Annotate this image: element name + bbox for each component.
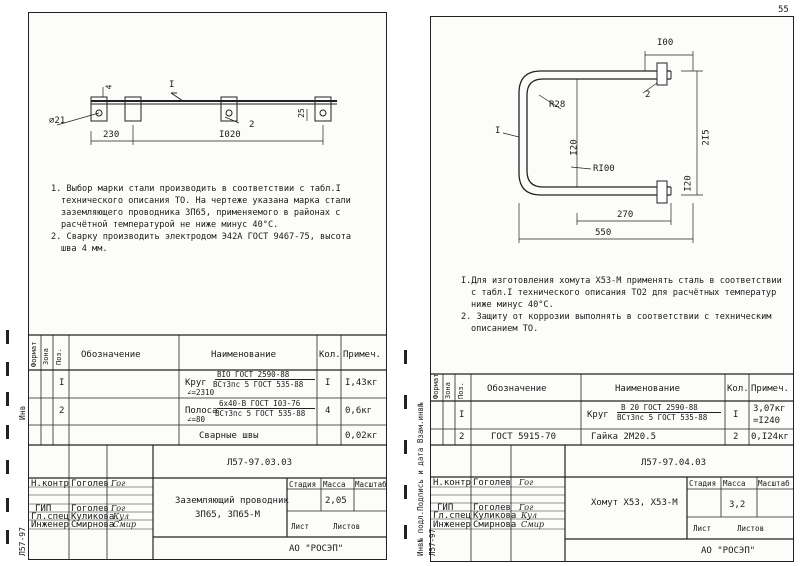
role-glspec: Гл.спец — [433, 511, 471, 521]
row1-frac-bot: ВСт3пс 5 ГОСТ 535-88 — [617, 413, 708, 422]
row2-pos: 2 — [59, 406, 65, 416]
header-pos: Поз. — [55, 348, 63, 365]
role-gip: ГИП — [437, 503, 454, 513]
row1-qty: I — [325, 378, 331, 388]
scale-label: Масштаб — [758, 479, 790, 488]
header-format: Формат — [432, 373, 440, 399]
header-qty: Кол. — [727, 384, 749, 394]
name-engineer: Смирнова — [473, 520, 517, 530]
mass-value: 3,2 — [729, 500, 746, 510]
binder-mark — [6, 362, 9, 376]
row1-name: Круг — [185, 378, 207, 388]
row1-frac-bot: ВСт3пс 5 ГОСТ 535-88 — [213, 380, 304, 389]
row1-qty: I — [733, 410, 739, 420]
row3-note: 0,02кг — [345, 431, 378, 441]
row1-frac-top: B 20 ГОСТ 2590-88 — [621, 403, 698, 412]
right-drawing-sheet — [430, 16, 794, 562]
note-line: расчётной температурой не ниже минус 40°С. — [61, 220, 279, 230]
row2-note: 0,6кг — [345, 406, 373, 416]
role-nkontr: Н.контр — [31, 479, 69, 489]
row2-name: Полоса — [185, 406, 218, 416]
role-nkontr: Н.контр — [433, 478, 471, 488]
signature: Гог — [111, 504, 126, 513]
dim-230: 230 — [103, 130, 120, 140]
doc-number: Л57-97.03.03 — [227, 458, 293, 468]
note-line: шва 4 мм. — [61, 244, 108, 254]
notes-block — [51, 183, 351, 255]
side-code: Л57-97 — [18, 527, 27, 556]
sheet-label: Лист — [291, 522, 310, 531]
signature: Кул — [521, 511, 537, 520]
name-glspec: Куликова — [473, 511, 517, 521]
header-zone: Зона — [42, 348, 50, 365]
binder-mark — [404, 485, 407, 499]
dim-550: 550 — [595, 228, 612, 238]
name-engineer: Смирнова — [71, 520, 115, 530]
role-engineer: Инженер — [31, 520, 69, 530]
signature: Гог — [519, 503, 534, 512]
note-line: I.Для изготовления хомута Х53-М применять сталь в соответствии — [461, 276, 782, 286]
title-line-1: Заземляющий проводник — [175, 496, 289, 506]
note-line: 1. Выбор марки стали производить в соответствии с табл.I — [51, 184, 341, 194]
role-gip: ГИП — [35, 504, 52, 514]
part-label: I — [169, 80, 175, 90]
dim-215: 2I5 — [701, 129, 712, 146]
side-inv: Инв — [18, 405, 27, 420]
side-code: Л57-97 — [428, 528, 437, 556]
mass-label: Масса — [723, 479, 746, 488]
name-nkontr: Гоголев — [473, 478, 511, 488]
sheet-label: Лист — [693, 524, 712, 533]
role-engineer: Инженер — [433, 520, 471, 530]
signature: Гог — [519, 478, 534, 487]
row1-pos: I — [459, 410, 465, 420]
binder-mark — [6, 425, 9, 439]
signature: Кул — [113, 512, 129, 521]
name-glspec: Куликова — [71, 512, 115, 522]
header-zone: Зона — [444, 382, 452, 399]
dim-21: ⌀21 — [49, 116, 66, 126]
name-nkontr: Гоголев — [71, 479, 109, 489]
signature: Смир — [521, 520, 545, 529]
notes-block — [461, 275, 782, 335]
name-gip: Гоголев — [71, 504, 109, 514]
binder-mark — [404, 440, 407, 454]
binder-mark — [404, 525, 407, 539]
binder-mark — [404, 395, 407, 409]
dim-1020: I020 — [219, 130, 241, 140]
dim-120-right: I20 — [683, 175, 694, 192]
mass-value: 2,05 — [325, 496, 347, 506]
dim-25: 25 — [296, 108, 306, 118]
row1-note: 3,07кг — [753, 404, 786, 414]
header-note: Примеч. — [751, 384, 789, 394]
header-pos: Поз. — [457, 382, 465, 399]
binder-mark — [6, 460, 9, 474]
left-drawing-sheet — [28, 12, 387, 560]
note-line: 2. Защиту от коррозии выполнять в соответствии с техническим — [461, 312, 772, 322]
note-line: технического описания ТО. На чертеже указана марка стали — [61, 196, 351, 206]
name-gip: Гоголев — [473, 503, 511, 513]
row2-frac-top: 6х40-В ГОСТ I03-76 — [219, 399, 301, 408]
row3-name: Сварные швы — [199, 431, 259, 441]
binder-mark — [404, 350, 407, 364]
row2-length: ∠=80 — [187, 415, 206, 424]
binder-mark — [6, 330, 9, 344]
note-line: с табл.I технического описания ТО2 для расчётных температур — [471, 288, 777, 298]
scale-label: Масштаб — [355, 480, 387, 489]
row2-frac-bot: ВСт3пс 5 ГОСТ 535-88 — [215, 409, 306, 418]
row2-name: Гайка 2М20.5 — [591, 432, 657, 442]
binder-mark — [6, 530, 9, 544]
row2-pos: 2 — [459, 432, 465, 442]
row1-name: Круг — [587, 410, 609, 420]
role-glspec: Гл.спец — [31, 512, 69, 522]
signature: Гог — [111, 479, 126, 488]
note-line: ниже минус 40°С. — [471, 300, 554, 310]
dim-100: I00 — [657, 38, 674, 48]
row2-note: 0,I24кг — [751, 432, 789, 442]
pos-2-label: 2 — [249, 120, 255, 130]
row1-length: ∠=2310 — [187, 388, 215, 397]
radius-28: R28 — [549, 100, 566, 110]
note-line: заземляющего проводника ЗП65, применяемого в районах с — [61, 208, 341, 218]
stage-label: Стадия — [689, 479, 717, 488]
row2-qty: 4 — [325, 406, 331, 416]
binder-mark — [6, 392, 9, 406]
organization: АО "РОСЭП" — [701, 546, 756, 556]
stage-label: Стадия — [289, 480, 317, 489]
header-designation: Обозначение — [487, 384, 547, 394]
header-name: Наименование — [211, 350, 277, 360]
row1-frac-top: BIO ГОСТ 2590-88 — [217, 370, 290, 379]
dim-4: 4 — [104, 84, 114, 90]
dim-270: 270 — [617, 210, 634, 220]
binder-mark — [6, 498, 9, 512]
part-label: I — [495, 126, 501, 136]
side-stamp-labels: Инв№ подл.Подпись и дата Взам.инв№ — [416, 402, 425, 556]
row1-note: I,43кг — [345, 378, 378, 388]
row1-pos: I — [59, 378, 65, 388]
doc-number: Л57-97.04.03 — [641, 458, 707, 468]
pos-2-label: 2 — [645, 90, 651, 100]
header-designation: Обозначение — [81, 350, 141, 360]
row1-note2: =I240 — [753, 416, 781, 426]
title-line-2: ЗП65, ЗП65-М — [195, 510, 261, 520]
dim-120-left: I20 — [569, 139, 580, 156]
organization: АО "РОСЭП" — [289, 544, 344, 554]
header-note: Примеч. — [343, 350, 381, 360]
left-technical-drawing — [29, 13, 386, 559]
page-number: 55 — [778, 5, 789, 15]
title-line-1: Хомут Х53, Х53-М — [591, 498, 678, 508]
row2-qty: 2 — [733, 432, 739, 442]
row2-designation: ГОСТ 5915-70 — [491, 432, 557, 442]
sheets-label: Листов — [333, 522, 361, 531]
sheets-label: Листов — [737, 524, 765, 533]
header-format: Формат — [30, 341, 38, 367]
signature: Смир — [113, 520, 137, 529]
note-line: 2. Сварку производить электродом Э42А ГОСТ 9467-75, высота — [51, 232, 352, 242]
radius-100: RI00 — [593, 164, 615, 174]
header-qty: Кол. — [319, 350, 341, 360]
header-name: Наименование — [615, 384, 681, 394]
note-line: описанием ТО. — [471, 324, 539, 334]
mass-label: Масса — [323, 480, 346, 489]
